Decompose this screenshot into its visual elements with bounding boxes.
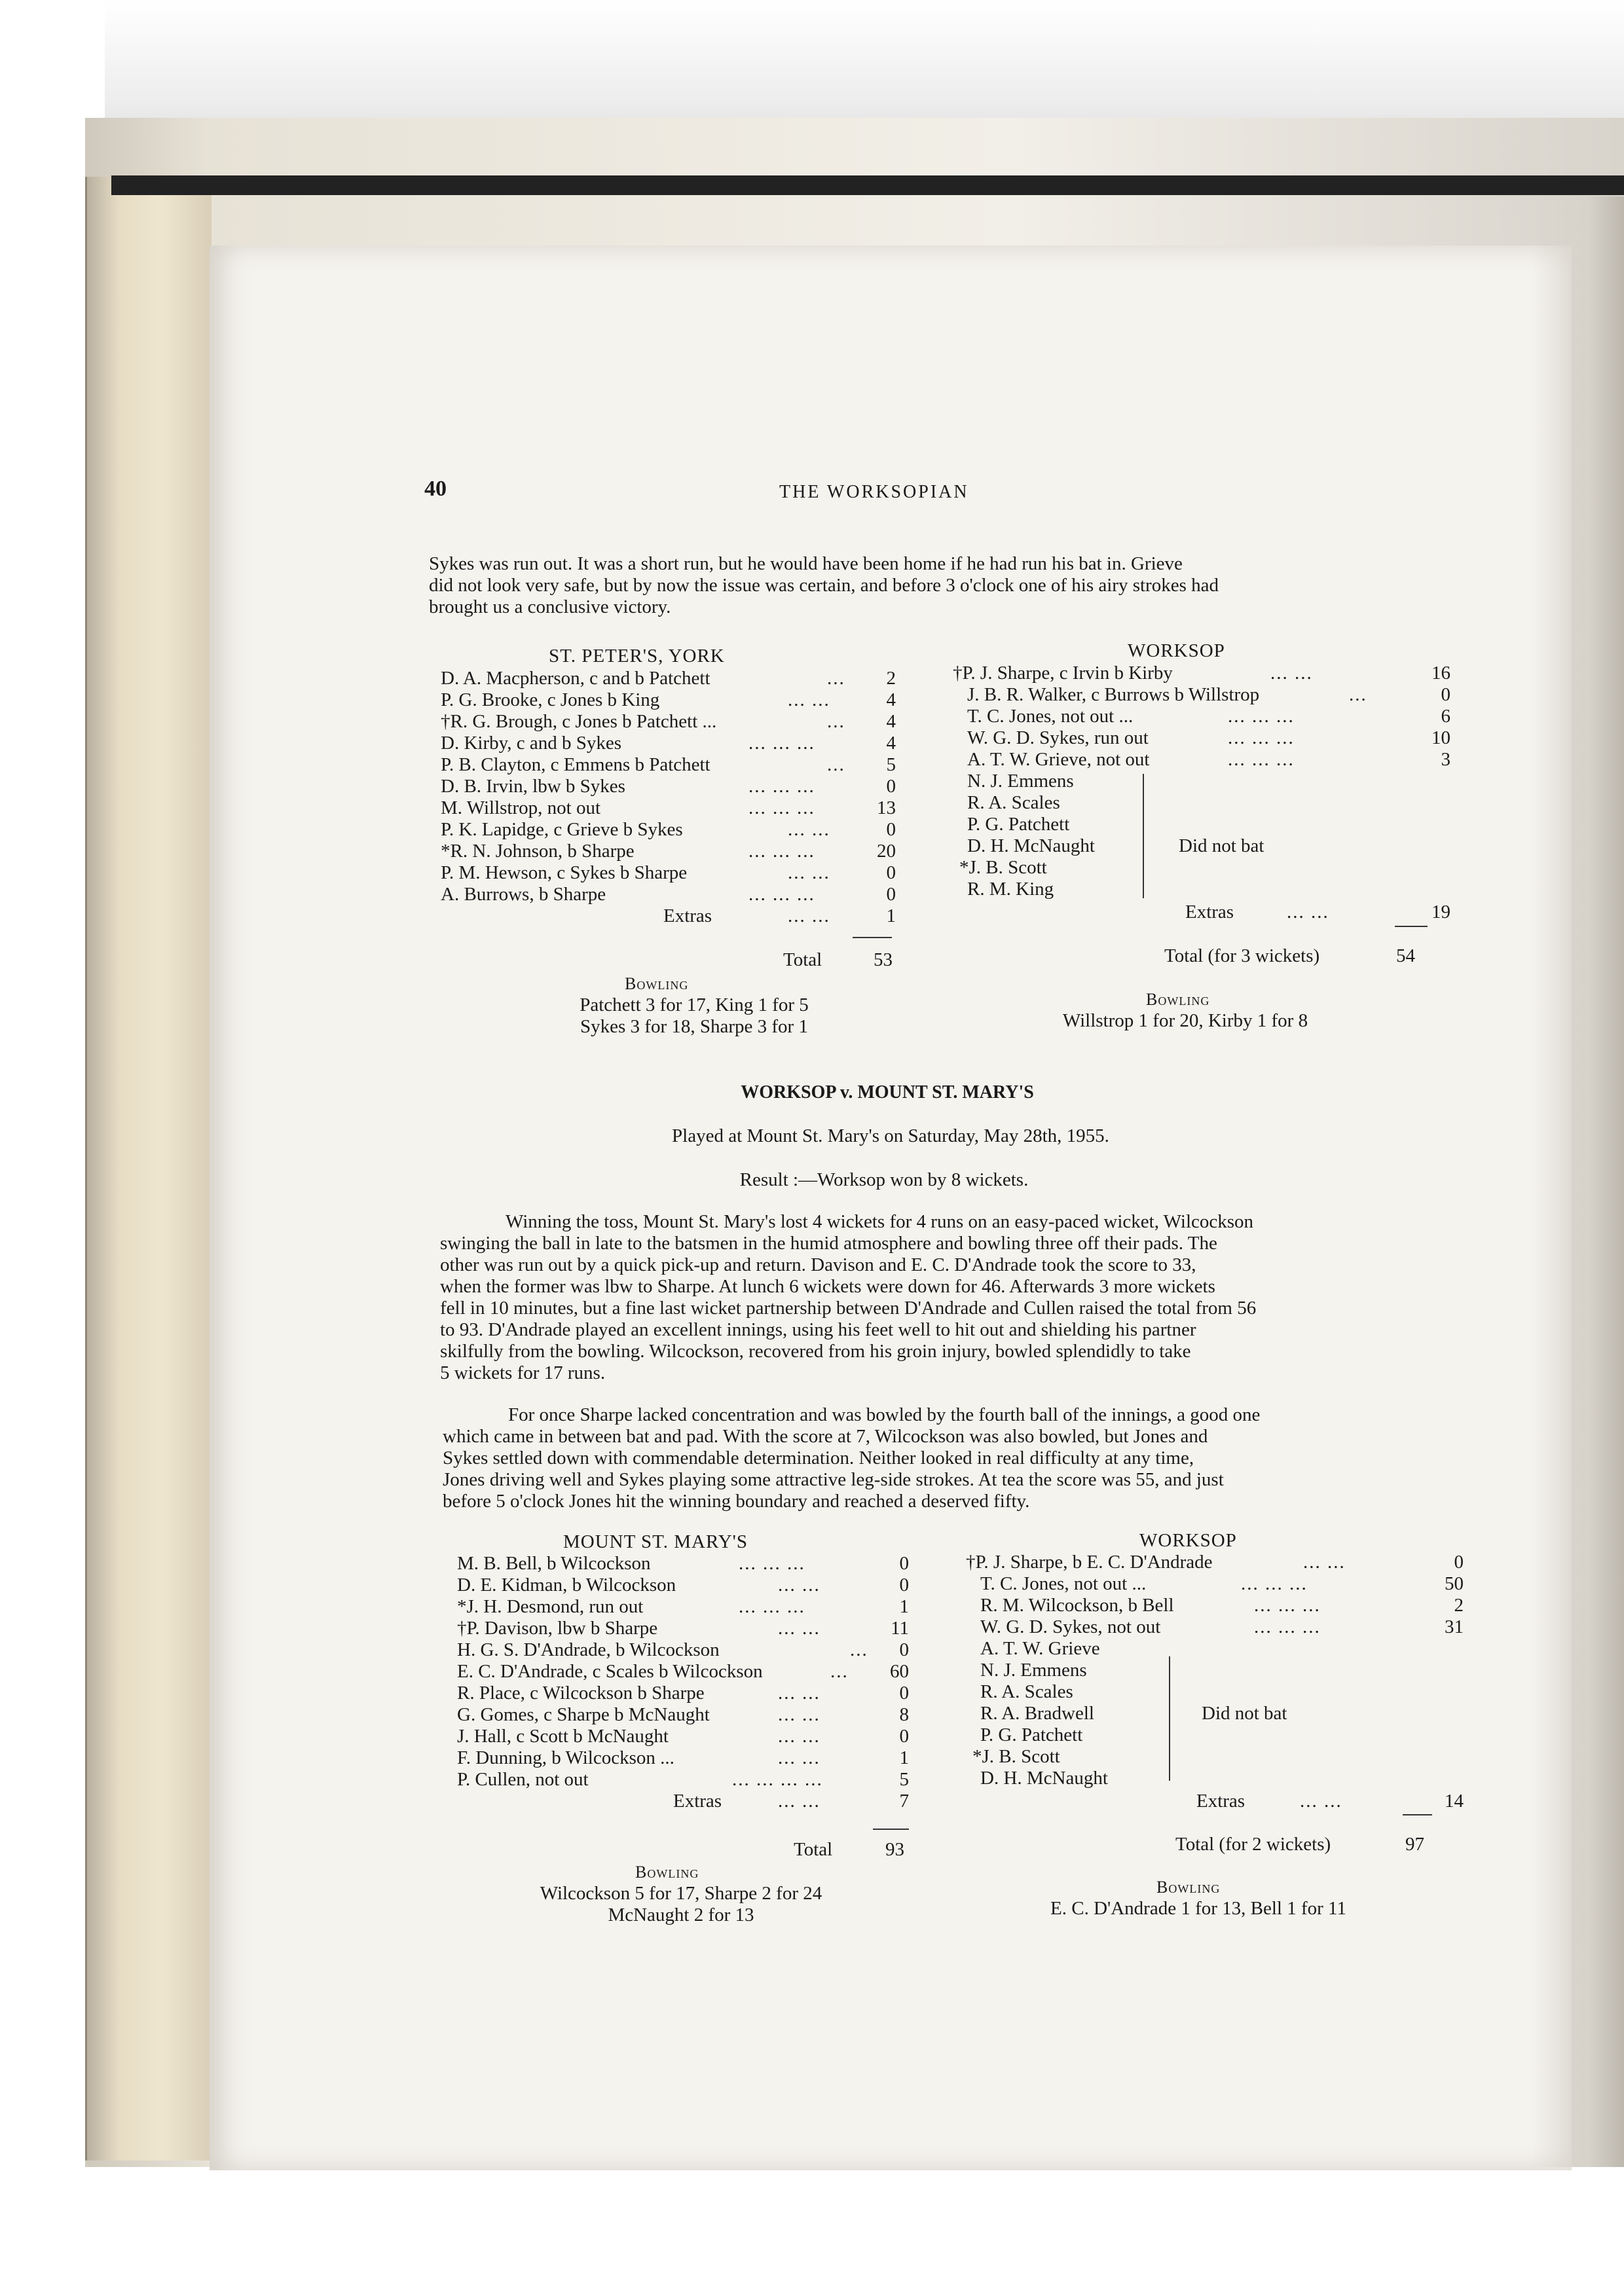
team-title-mount-st-marys: MOUNT ST. MARY'S	[563, 1531, 748, 1552]
leader-dots: ... ... ...	[1228, 749, 1295, 770]
leader-dots: ... ...	[778, 1791, 821, 1812]
leader-dots: ... ...	[778, 1747, 821, 1768]
batsman-name: *J. H. Desmond, run out	[457, 1596, 644, 1617]
did-not-bat-name: A. T. W. Grieve	[980, 1638, 1100, 1659]
runs: 2	[1454, 1595, 1464, 1616]
runs: 0	[886, 776, 896, 797]
extras-label: Extras	[1185, 902, 1234, 922]
runs: 0	[899, 1639, 909, 1660]
batting-row	[441, 754, 710, 776]
match-venue: Played at Mount St. Mary's on Saturday, May 28th, 1955.	[672, 1125, 1109, 1146]
leader-dots: ... ... ...	[748, 733, 815, 754]
extras-row	[663, 905, 712, 927]
batsman-name: M. B. Bell, b Wilcockson	[457, 1553, 651, 1574]
runs: 0	[899, 1726, 909, 1747]
total-runs: 53	[874, 949, 893, 970]
batsman-name: D. Kirby, c and b Sykes	[441, 733, 621, 754]
leader-dots: ... ...	[788, 905, 830, 926]
paragraph-line: Sykes was run out. It was a short run, but he would have been home if he had run his bat in. Grieve	[429, 553, 1183, 574]
team-title-worksop: WORKSOP	[1128, 640, 1225, 661]
batsman-name: R. M. Wilcockson, b Bell	[980, 1595, 1174, 1616]
bowling-line: McNaught 2 for 13	[608, 1904, 754, 1925]
batsman-name: W. G. D. Sykes, run out	[967, 727, 1149, 748]
total-rule	[853, 937, 892, 938]
batting-row	[457, 1618, 657, 1639]
batting-row	[441, 776, 625, 797]
batsman-name: P. G. Brooke, c Jones b King	[441, 689, 660, 710]
batsman-name: D. B. Irvin, lbw b Sykes	[441, 776, 625, 797]
batsman-name: A. T. W. Grieve, not out	[967, 749, 1150, 770]
leader-dots: ... ... ...	[748, 884, 815, 905]
paragraph-line: other was run out by a quick pick-up and return. Davison and E. C. D'Andrade took the score to 33,	[440, 1254, 1196, 1275]
runs: 14	[1445, 1791, 1464, 1812]
paragraph-line: Jones driving well and Sykes playing some attractive leg-side strokes. At tea the score was 55, and just	[443, 1469, 1224, 1490]
batting-row	[441, 711, 716, 733]
batting-row	[457, 1553, 651, 1575]
runs: 1	[899, 1596, 909, 1617]
batting-row	[457, 1683, 705, 1704]
opening-paragraph	[429, 553, 1411, 618]
leader-dots: ... ... ...	[1254, 1595, 1321, 1616]
did-not-bat-name: *J. B. Scott	[959, 857, 1047, 878]
did-not-bat-name: P. G. Patchett	[967, 814, 1070, 835]
runs: 13	[877, 797, 896, 818]
did-not-bat-name: N. J. Emmens	[980, 1660, 1087, 1681]
leader-dots: ... ... ...	[739, 1596, 805, 1617]
runs: 0	[886, 884, 896, 905]
bowling-line: Patchett 3 for 17, King 1 for 5	[580, 994, 809, 1015]
batting-row	[457, 1575, 676, 1596]
batsman-name: D. A. Macpherson, c and b Patchett	[441, 668, 710, 689]
book-page	[210, 246, 1572, 2170]
leader-dots: ... ...	[788, 862, 830, 883]
runs: 8	[899, 1704, 909, 1725]
batsman-name: D. E. Kidman, b Wilcockson	[457, 1575, 676, 1595]
batsman-name: P. Cullen, not out	[457, 1769, 589, 1790]
runs: 4	[886, 711, 896, 732]
did-not-bat-name: R. A. Scales	[967, 792, 1060, 813]
total-rule	[1403, 1814, 1432, 1815]
runs: 20	[877, 841, 896, 862]
paragraph-line: did not look very safe, but by now the issue was certain, and before 3 o'clock one of his airy strokes had	[429, 575, 1219, 596]
bowling-line: E. C. D'Andrade 1 for 13, Bell 1 for 11	[1050, 1898, 1346, 1919]
batting-row	[457, 1639, 720, 1661]
leader-dots: ... ...	[1303, 1552, 1346, 1573]
batting-row	[441, 819, 683, 841]
batting-row	[457, 1596, 643, 1618]
leader-dots: ...	[830, 1661, 849, 1682]
runs: 11	[891, 1618, 909, 1639]
batsman-name: T. C. Jones, not out ...	[967, 706, 1134, 727]
book-cover-edge	[111, 175, 1624, 195]
total-runs: 93	[885, 1839, 904, 1860]
did-not-bat-label: Did not bat	[1179, 835, 1264, 856]
total-rule	[873, 1829, 909, 1830]
runs: 4	[886, 733, 896, 754]
batsman-name: W. G. D. Sykes, not out	[980, 1616, 1161, 1637]
did-not-bat-brace	[1169, 1656, 1170, 1781]
did-not-bat-brace	[1143, 774, 1144, 898]
did-not-bat-name: P. G. Patchett	[980, 1724, 1083, 1745]
leader-dots: ... ... ...	[1254, 1616, 1321, 1637]
leader-dots: ... ... ...	[739, 1553, 805, 1574]
batsman-name: P. K. Lapidge, c Grieve b Sykes	[441, 819, 683, 840]
runs: 1	[886, 905, 896, 926]
batsman-name: †R. G. Brough, c Jones b Patchett ...	[441, 711, 717, 732]
did-not-bat-name: D. H. McNaught	[980, 1768, 1108, 1789]
runs: 0	[1441, 684, 1450, 705]
batting-row	[980, 1616, 1160, 1638]
did-not-bat-name: *J. B. Scott	[972, 1746, 1060, 1767]
batting-row	[441, 797, 600, 819]
match-heading: WORKSOP v. MOUNT ST. MARY'S	[741, 1082, 1034, 1102]
batting-row	[980, 1573, 1146, 1595]
batsman-name: *R. N. Johnson, b Sharpe	[441, 841, 635, 862]
batsman-name: M. Willstrop, not out	[441, 797, 601, 818]
paragraph-line: to 93. D'Andrade played an excellent innings, using his feet well to hit out and shielding his partner	[440, 1319, 1196, 1340]
total-runs: 54	[1396, 945, 1415, 966]
batsman-name: E. C. D'Andrade, c Scales b Wilcockson	[457, 1661, 763, 1682]
leader-dots: ... ...	[1300, 1791, 1342, 1812]
batting-row	[441, 862, 687, 884]
extras-label: Extras	[1196, 1791, 1246, 1812]
leader-dots: ... ...	[1270, 663, 1313, 683]
match-report-paragraph	[443, 1404, 1431, 1512]
batting-row	[441, 884, 606, 905]
leader-dots: ... ...	[778, 1683, 821, 1704]
bowling-heading: Bowling	[1146, 990, 1210, 1009]
batting-row	[966, 1552, 1213, 1573]
paragraph-line: brought us a conclusive victory.	[429, 596, 671, 617]
paragraph-line: swinging the ball in late to the batsmen in the humid atmosphere and bowling three off their pads. The	[440, 1233, 1217, 1254]
batting-row	[457, 1704, 710, 1726]
did-not-bat-label: Did not bat	[1202, 1703, 1287, 1724]
did-not-bat-name: N. J. Emmens	[967, 771, 1074, 792]
leader-dots: ...	[827, 754, 845, 775]
batsman-name: J. B. R. Walker, c Burrows b Willstrop	[967, 684, 1260, 705]
batsman-name: †P. J. Sharpe, b E. C. D'Andrade	[966, 1552, 1213, 1573]
batting-row	[457, 1747, 674, 1769]
total-runs: 97	[1405, 1834, 1424, 1855]
leader-dots: ...	[827, 668, 845, 689]
batsman-name: A. Burrows, b Sharpe	[441, 884, 606, 905]
runs: 31	[1445, 1616, 1464, 1637]
runs: 2	[886, 668, 896, 689]
batsman-name: †P. J. Sharpe, c Irvin b Kirby	[953, 663, 1173, 683]
runs: 19	[1431, 902, 1450, 922]
batsman-name: F. Dunning, b Wilcockson ...	[457, 1747, 674, 1768]
bowling-heading: Bowling	[635, 1863, 699, 1882]
leader-dots: ... ...	[778, 1618, 821, 1639]
runs: 5	[886, 754, 896, 775]
match-report-paragraph	[440, 1211, 1429, 1384]
paragraph-line: fell in 10 minutes, but a fine last wicket partnership between D'Andrade and Cullen raised the total from 56	[440, 1298, 1257, 1319]
leader-dots: ...	[827, 711, 845, 732]
runs: 3	[1441, 749, 1450, 770]
did-not-bat-name: D. H. McNaught	[967, 835, 1095, 856]
runs: 6	[1441, 706, 1450, 727]
extras-label: Extras	[663, 905, 712, 926]
total-rule	[1395, 926, 1428, 927]
match-result: Result :—Worksop won by 8 wickets.	[739, 1169, 1029, 1190]
team-title-worksop: WORKSOP	[1139, 1530, 1237, 1551]
leader-dots: ... ... ...	[748, 797, 815, 818]
runs: 0	[899, 1683, 909, 1704]
batting-row	[441, 841, 635, 862]
batsman-name: †P. Davison, lbw b Sharpe	[457, 1618, 658, 1639]
leader-dots: ... ... ...	[1241, 1573, 1308, 1594]
batting-row	[457, 1661, 763, 1683]
paragraph-line: when the former was lbw to Sharpe. At lunch 6 wickets were down for 46. Afterwards 3 more wickets	[440, 1276, 1215, 1297]
batsman-name: J. Hall, c Scott b McNaught	[457, 1726, 669, 1747]
total-label: Total	[783, 949, 822, 970]
batting-row	[967, 727, 1149, 749]
runs: 7	[899, 1791, 909, 1812]
bowling-line: Willstrop 1 for 20, Kirby 1 for 8	[1062, 1010, 1308, 1031]
leader-dots: ... ...	[778, 1704, 821, 1725]
leader-dots: ... ...	[778, 1726, 821, 1747]
batting-row	[980, 1595, 1174, 1616]
runs: 0	[886, 819, 896, 840]
running-head: THE WORKSOPIAN	[779, 482, 969, 502]
paragraph-line: before 5 o'clock Jones hit the winning boundary and reached a deserved fifty.	[443, 1491, 1030, 1512]
batting-row	[441, 689, 659, 711]
runs: 0	[899, 1553, 909, 1574]
bowling-line: Sykes 3 for 18, Sharpe 3 for 1	[580, 1016, 808, 1037]
batsman-name: H. G. S. D'Andrade, b Wilcockson	[457, 1639, 720, 1660]
leader-dots: ... ... ...	[748, 841, 815, 862]
did-not-bat-name: R. A. Bradwell	[980, 1703, 1094, 1724]
batting-row	[457, 1769, 589, 1791]
batting-row	[967, 684, 1259, 706]
paragraph-line: Winning the toss, Mount St. Mary's lost 4 wickets for 4 runs on an easy-paced wicket, Wilcockson	[506, 1211, 1254, 1232]
runs: 16	[1431, 663, 1450, 683]
page-number: 40	[424, 477, 447, 501]
leader-dots: ...	[1349, 684, 1367, 705]
leader-dots: ... ... ... ...	[732, 1769, 823, 1790]
bowling-heading: Bowling	[1156, 1878, 1221, 1897]
leader-dots: ... ...	[788, 689, 830, 710]
runs: 4	[886, 689, 896, 710]
page-edge-shadow	[1532, 196, 1624, 2167]
total-label: Total (for 2 wickets)	[1175, 1834, 1331, 1855]
leader-dots: ... ... ...	[1228, 727, 1295, 748]
batting-row	[441, 668, 710, 689]
did-not-bat-name: R. A. Scales	[980, 1681, 1073, 1702]
bowling-line: Wilcockson 5 for 17, Sharpe 2 for 24	[540, 1883, 822, 1904]
batsman-name: P. M. Hewson, c Sykes b Sharpe	[441, 862, 688, 883]
did-not-bat-name: R. M. King	[967, 879, 1054, 900]
runs: 1	[899, 1747, 909, 1768]
total-label: Total	[794, 1839, 833, 1860]
extras-label: Extras	[673, 1791, 722, 1812]
book-spine	[85, 177, 212, 2160]
paragraph-line: which came in between bat and pad. With the score at 7, Wilcockson was also bowled, but Jones and	[443, 1426, 1208, 1447]
leader-dots: ... ... ...	[748, 776, 815, 797]
leader-dots: ... ... ...	[1228, 706, 1295, 727]
runs: 0	[899, 1575, 909, 1595]
runs: 50	[1445, 1573, 1464, 1594]
runs: 0	[1454, 1552, 1464, 1573]
bowling-heading: Bowling	[625, 974, 689, 993]
batsman-name: R. Place, c Wilcockson b Sharpe	[457, 1683, 705, 1704]
runs: 5	[899, 1769, 909, 1790]
paragraph-line: Sykes settled down with commendable determination. Neither looked in real difficulty at any time,	[443, 1448, 1194, 1468]
paragraph-line: skilfully from the bowling. Wilcockson, recovered from his groin injury, bowled splendidly to take	[440, 1341, 1191, 1362]
leader-dots: ... ...	[778, 1575, 821, 1595]
leader-dots: ... ...	[1287, 902, 1329, 922]
team-title-st-peters: ST. PETER'S, YORK	[549, 646, 725, 666]
batsman-name: G. Gomes, c Sharpe b McNaught	[457, 1704, 710, 1725]
batting-row	[953, 663, 1173, 684]
batting-row	[967, 706, 1133, 727]
runs: 60	[890, 1661, 909, 1682]
batting-row	[457, 1726, 669, 1747]
batting-row	[441, 733, 621, 754]
total-label: Total (for 3 wickets)	[1164, 945, 1320, 966]
batting-row	[967, 749, 1149, 771]
paragraph-line: For once Sharpe lacked concentration and was bowled by the fourth ball of the innings, a good one	[508, 1404, 1261, 1425]
leader-dots: ... ...	[788, 819, 830, 840]
paragraph-line: 5 wickets for 17 runs.	[440, 1362, 606, 1383]
batsman-name: T. C. Jones, not out ...	[980, 1573, 1147, 1594]
runs: 0	[886, 862, 896, 883]
leader-dots: ...	[850, 1639, 868, 1660]
runs: 10	[1431, 727, 1450, 748]
batsman-name: P. B. Clayton, c Emmens b Patchett	[441, 754, 710, 775]
